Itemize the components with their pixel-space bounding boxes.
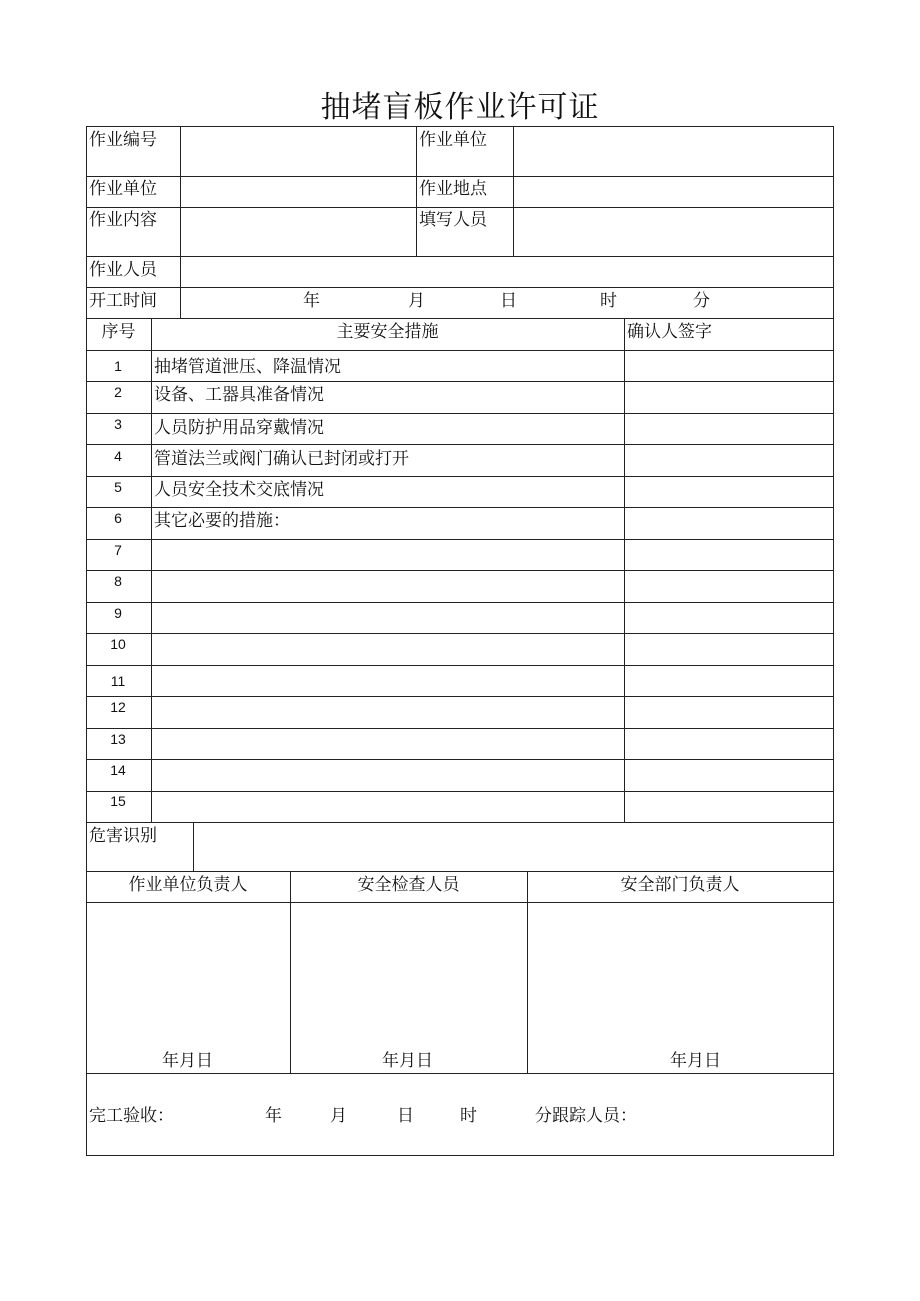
measure-text: 管道法兰或阀门确认已封闭或打开: [154, 449, 409, 469]
row-line: [86, 287, 833, 288]
row-number: 9: [114, 605, 122, 621]
measure-text: 设备、工器具准备情况: [154, 385, 324, 405]
completion-year: 年: [265, 1106, 282, 1126]
row-line: [86, 570, 833, 571]
col-line: [513, 126, 514, 257]
row-line: [86, 902, 833, 903]
filler-label: 填写人员: [419, 210, 487, 230]
col-line: [624, 318, 625, 823]
col-line: [527, 871, 528, 1074]
row-line: [86, 871, 833, 872]
row-number: 15: [110, 793, 126, 809]
col-line: [290, 871, 291, 1074]
job-unit-label-right: 作业单位: [419, 130, 487, 150]
row-line: [86, 822, 833, 823]
row-line: [86, 633, 833, 634]
row-line: [86, 381, 833, 382]
row-line: [86, 256, 833, 257]
row-line: [86, 791, 833, 792]
row-number: 8: [114, 573, 122, 589]
completion-day: 日: [397, 1106, 414, 1126]
row-line: [86, 602, 833, 603]
row-number: 12: [110, 699, 126, 715]
safety-dept-date: 年月日: [670, 1051, 721, 1071]
completion-month: 月: [330, 1106, 347, 1126]
row-line: [86, 476, 833, 477]
time-unit-minute: 分: [693, 291, 710, 311]
measure-text: 抽堵管道泄压、降温情况: [154, 357, 341, 377]
table-border-right: [833, 126, 834, 1156]
completion-hour: 时: [460, 1106, 477, 1126]
row-line: [86, 507, 833, 508]
row-number: 3: [114, 416, 122, 432]
row-number: 6: [114, 510, 122, 526]
measure-text: 人员安全技术交底情况: [154, 480, 324, 500]
row-line: [86, 176, 833, 177]
row-number: 4: [114, 448, 122, 464]
row-line: [86, 444, 833, 445]
row-number: 10: [110, 636, 126, 652]
hazard-label: 危害识别: [89, 826, 157, 846]
row-number: 1: [114, 358, 122, 374]
measure-text: 其它必要的措施：: [154, 511, 290, 531]
row-number: 7: [114, 542, 122, 558]
safety-inspector-date: 年月日: [382, 1051, 433, 1071]
time-unit-year: 年: [303, 291, 320, 311]
unit-leader-date: 年月日: [162, 1051, 213, 1071]
row-line: [86, 350, 833, 351]
row-line: [86, 759, 833, 760]
col-line: [151, 318, 152, 823]
row-line: [86, 539, 833, 540]
col-header-sign: 确认人签字: [627, 322, 712, 342]
tracker-label: 分跟踪人员：: [535, 1106, 637, 1126]
page-title: 抽堵盲板作业许可证: [320, 90, 600, 125]
job-content-label: 作业内容: [89, 210, 157, 230]
col-header-measure: 主要安全措施: [336, 322, 439, 342]
unit-leader-label: 作业单位负责人: [128, 875, 248, 895]
table-border-top: [86, 126, 833, 127]
row-number: 5: [114, 479, 122, 495]
completion-label: 完工验收：: [89, 1106, 174, 1126]
row-line: [86, 696, 833, 697]
col-line: [180, 126, 181, 319]
job-location-label: 作业地点: [419, 179, 487, 199]
time-unit-day: 日: [500, 291, 517, 311]
col-header-seq: 序号: [101, 322, 136, 342]
time-unit-month: 月: [408, 291, 425, 311]
row-line: [86, 1073, 833, 1074]
col-line: [416, 126, 417, 257]
measure-text: 人员防护用品穿戴情况: [154, 418, 324, 438]
table-border-bottom: [86, 1155, 833, 1156]
job-number-label: 作业编号: [89, 130, 157, 150]
row-number: 14: [110, 762, 126, 778]
workers-label: 作业人员: [89, 260, 157, 280]
row-line: [86, 665, 833, 666]
col-line: [193, 822, 194, 872]
row-number: 13: [110, 731, 126, 747]
row-line: [86, 728, 833, 729]
job-unit-label: 作业单位: [89, 179, 157, 199]
start-time-label: 开工时间: [89, 291, 157, 311]
time-unit-hour: 时: [600, 291, 617, 311]
row-line: [86, 318, 833, 319]
row-number: 11: [110, 673, 126, 689]
safety-inspector-label: 安全检查人员: [357, 875, 460, 895]
row-line: [86, 207, 833, 208]
safety-dept-leader-label: 安全部门负责人: [620, 875, 740, 895]
row-number: 2: [114, 384, 122, 400]
row-line: [86, 413, 833, 414]
